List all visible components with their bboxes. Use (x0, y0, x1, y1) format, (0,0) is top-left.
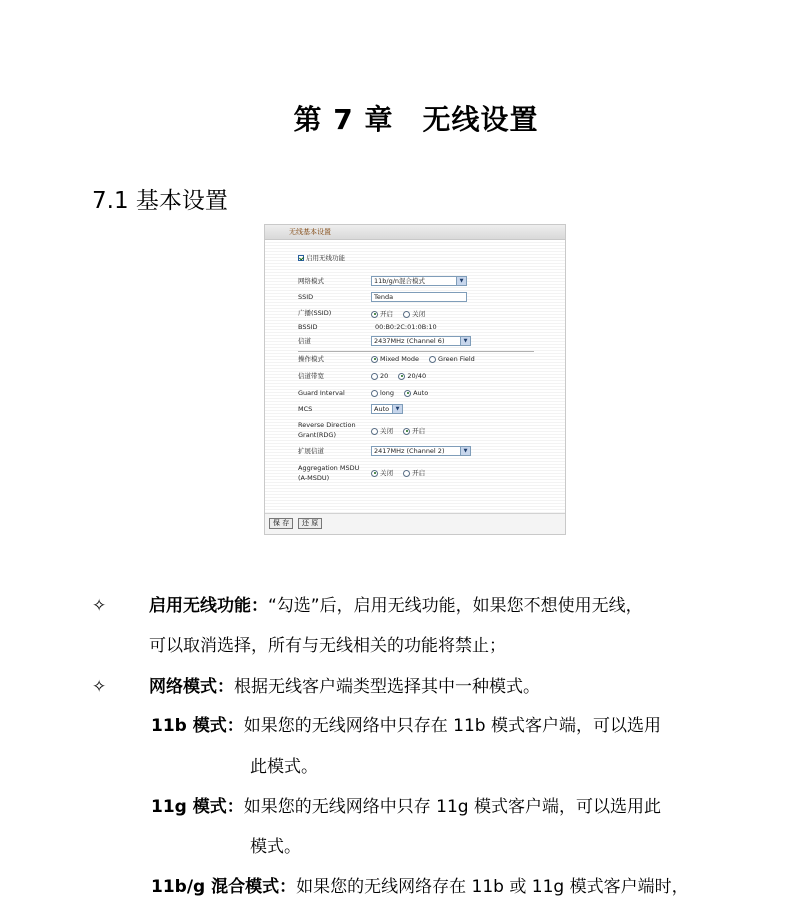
mode-11g-term: 11g 模式： (151, 797, 244, 817)
enable-term: 启用无线功能： (149, 596, 268, 616)
op-mode-mixed-radio[interactable] (371, 356, 378, 363)
wireless-settings-screenshot (264, 224, 566, 535)
chevron-down-icon: ▼ (460, 337, 470, 345)
channel-label: 信道 (298, 337, 311, 345)
mode-11b-term: 11b 模式： (151, 716, 244, 736)
mcs-select[interactable]: Auto ▼ (371, 404, 403, 414)
op-mode-green-radio[interactable] (429, 356, 436, 363)
mode-11g-desc: 如果您的无线网络中只存 11g 模式客户端，可以选用此 (243, 797, 661, 817)
broadcast-on-radio[interactable] (371, 311, 378, 318)
broadcast-off-radio[interactable] (403, 311, 410, 318)
screenshot-footer (265, 513, 565, 534)
guard-auto-radio[interactable] (404, 390, 411, 397)
enable-wireless-checkbox[interactable] (298, 255, 304, 261)
network-mode-select[interactable]: 11b/g/n混合模式 ▼ (371, 276, 467, 286)
enable-wireless-item (149, 594, 643, 618)
section-title: 7.1 基本设置 (92, 188, 228, 214)
bssid-value: 00:B0:2C:01:0B:10 (375, 323, 437, 331)
chevron-down-icon: ▼ (456, 277, 466, 285)
channel-select[interactable]: 2437MHz (Channel 6) ▼ (371, 336, 471, 346)
enable-desc-continued: 可以取消选择，所有与无线相关的功能将禁止； (149, 636, 506, 656)
amsdu-on-radio[interactable] (403, 470, 410, 477)
guard-long-radio[interactable] (371, 390, 378, 397)
bullet-icon: ✧ (92, 596, 107, 616)
mode-term: 网络模式： (149, 677, 234, 697)
bandwidth-20-radio[interactable] (371, 373, 378, 380)
restore-button[interactable]: 还 原 (298, 518, 322, 529)
ssid-label: SSID (298, 293, 314, 301)
bssid-label: BSSID (298, 323, 318, 331)
bullet-icon: ✧ (92, 677, 107, 697)
save-button[interactable]: 保 存 (269, 518, 293, 529)
guard-interval-label: Guard Interval (298, 389, 345, 397)
rdg-label-line1: Reverse Direction (298, 421, 356, 429)
op-mode-label: 操作模式 (298, 355, 324, 363)
rdg-label-line2: Grant(RDG) (298, 431, 336, 439)
mcs-label: MCS (298, 405, 313, 413)
screenshot-form: 启用无线功能 网络模式 11b/g/n混合模式 ▼ SSID Tenda 广播(SSID) 开启 关闭 BSSID 00:B0:2C:01:0B:10 信道 2437MHz (Channel 6) ▼ 操作模式 Mixed Mode Green Field 信道带宽 20 20/40 Guard Interval long Auto MCS Auto ▼ Reverse Direction Grant(RDG) 关闭 开启 扩展信道 2417MHz (Channel 2) ▼ Aggregation MSDU (A-MSDU) 关闭 开启 (265, 240, 565, 515)
ext-channel-label: 扩展信道 (298, 447, 324, 455)
mode-desc: 根据无线客户端类型选择其中一种模式。 (234, 677, 540, 697)
mode-11b-desc: 如果您的无线网络中只存在 11b 模式客户端，可以选用 (243, 716, 661, 736)
chapter-title: 第 7 章 无线设置 (293, 103, 539, 136)
mode-11g-desc-continued: 模式。 (250, 837, 301, 857)
screenshot-header: 无线基本设置 (265, 225, 565, 240)
mode-11b-desc-continued: 此模式。 (250, 757, 318, 777)
rdg-on-radio[interactable] (403, 428, 410, 435)
network-mode-label: 网络模式 (298, 277, 324, 285)
mode-11g-item (151, 795, 661, 819)
mode-11bg-term: 11b/g 混合模式： (151, 877, 297, 897)
chevron-down-icon: ▼ (392, 405, 402, 413)
enable-wireless-label: 启用无线功能 (306, 254, 345, 262)
bandwidth-label: 信道带宽 (298, 372, 324, 380)
ext-channel-select[interactable]: 2417MHz (Channel 2) ▼ (371, 446, 471, 456)
amsdu-label-line2: (A-MSDU) (298, 474, 330, 482)
amsdu-off-radio[interactable] (371, 470, 378, 477)
enable-desc: “勾选”后，启用无线功能，如果您不想使用无线， (268, 596, 643, 616)
chevron-down-icon: ▼ (460, 447, 470, 455)
divider (298, 351, 534, 352)
bandwidth-2040-radio[interactable] (398, 373, 405, 380)
ssid-input[interactable]: Tenda (371, 292, 467, 302)
amsdu-label-line1: Aggregation MSDU (298, 464, 360, 472)
network-mode-item (149, 675, 540, 699)
mode-11bg-desc: 如果您的无线网络存在 11b 或 11g 模式客户端时， (296, 877, 689, 897)
mode-11b-item (151, 714, 661, 738)
broadcast-label: 广播(SSID) (298, 309, 332, 317)
mode-11bg-item (151, 875, 689, 899)
rdg-off-radio[interactable] (371, 428, 378, 435)
